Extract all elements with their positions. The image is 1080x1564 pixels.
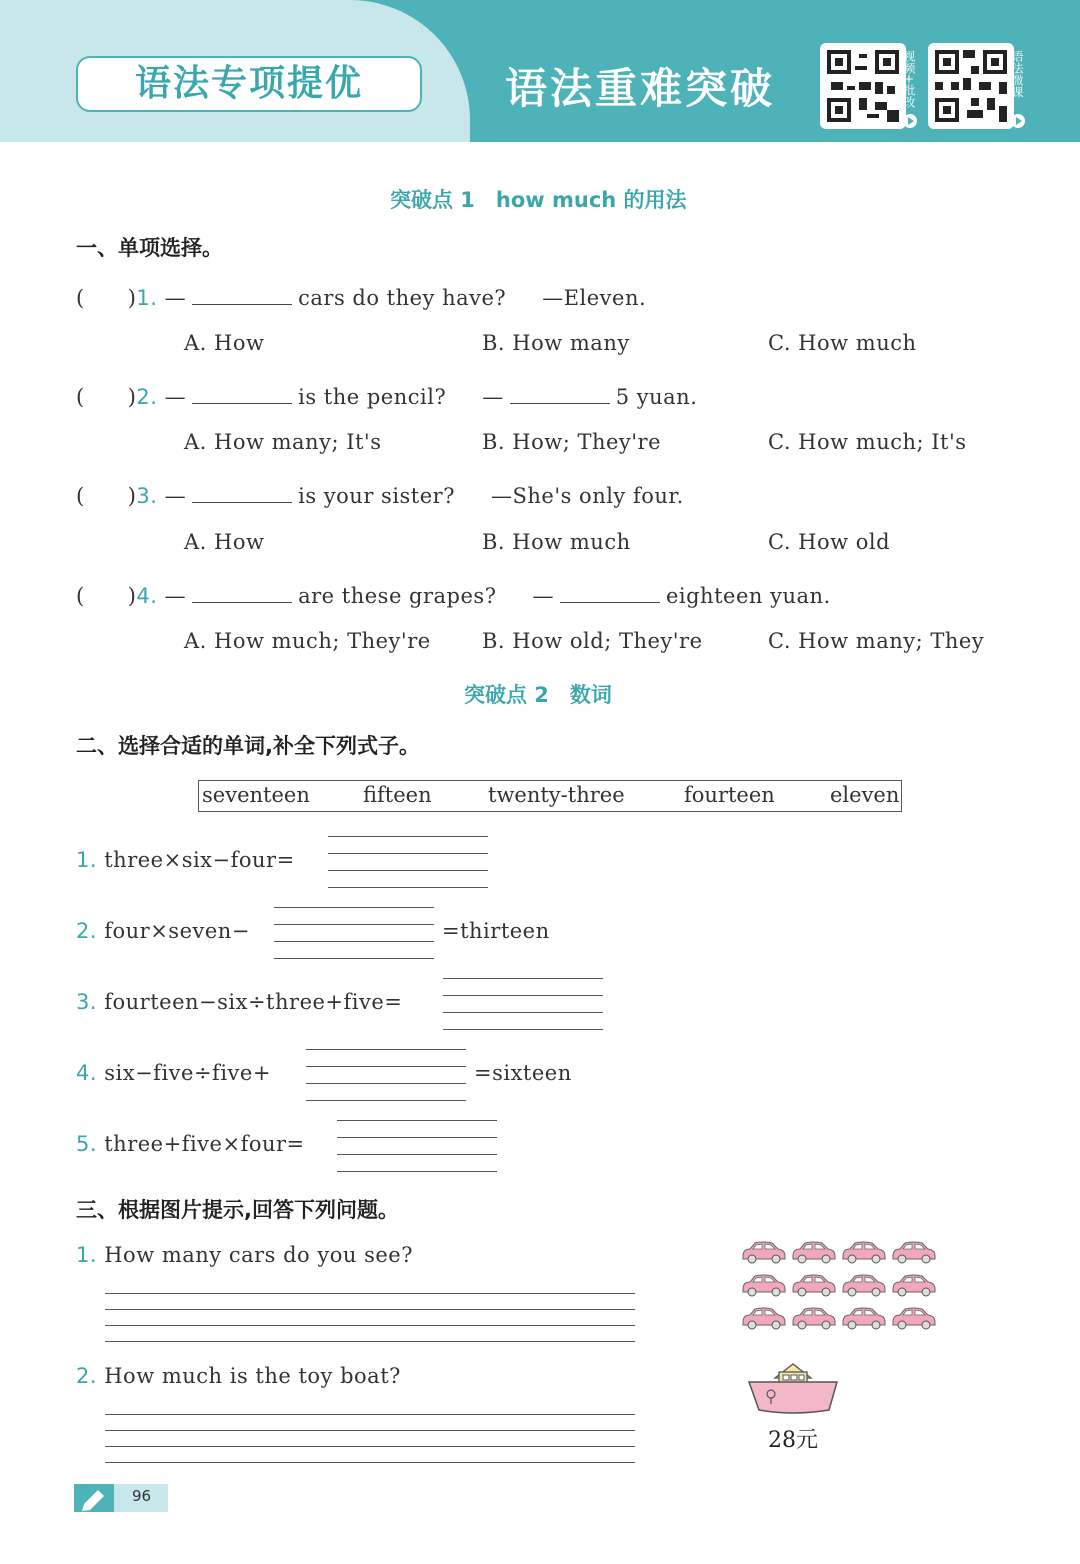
answer-paren[interactable]: ( ) bbox=[76, 286, 137, 310]
exercise-heading-2: 二、选择合适的单词,补全下列式子。 bbox=[76, 734, 420, 758]
qr-code-lesson[interactable] bbox=[928, 43, 1014, 129]
option-a[interactable]: A. How bbox=[184, 530, 265, 554]
fill-blank[interactable] bbox=[510, 385, 610, 404]
word-bank-item: fourteen bbox=[684, 783, 775, 807]
play-icon bbox=[1011, 114, 1025, 128]
question-number: 1. bbox=[136, 286, 158, 310]
answer-paren[interactable]: ( ) bbox=[76, 584, 137, 608]
writing-lines[interactable] bbox=[337, 1120, 497, 1172]
answer-line[interactable] bbox=[105, 1309, 635, 1310]
section-title-2: 突破点 2 数词 bbox=[464, 683, 612, 707]
equation-4-result: =sixteen bbox=[474, 1061, 572, 1085]
fill-blank[interactable] bbox=[192, 286, 292, 305]
fill-blank[interactable] bbox=[192, 484, 292, 503]
fill-blank[interactable] bbox=[560, 584, 660, 603]
qr-lesson-label: 语法微课 bbox=[1010, 50, 1024, 98]
question-3: ( )3. — is your sister? —She's only four. bbox=[76, 484, 684, 508]
toy-car-icon bbox=[790, 1304, 838, 1332]
cars-illustration bbox=[740, 1238, 944, 1336]
equation-3: 3. fourteen−six÷three+five= bbox=[76, 990, 403, 1014]
answer-line[interactable] bbox=[105, 1341, 635, 1342]
equation-4: 4. six−five÷five+ bbox=[76, 1061, 271, 1085]
option-b[interactable]: B. How old; They're bbox=[482, 629, 703, 653]
header-badge: 语法专项提优 bbox=[76, 56, 422, 112]
writing-lines[interactable] bbox=[274, 907, 434, 959]
toy-car-icon bbox=[890, 1238, 938, 1266]
word-bank-item: eleven bbox=[830, 783, 900, 807]
answer-line[interactable] bbox=[105, 1430, 635, 1431]
answer-paren[interactable]: ( ) bbox=[76, 385, 137, 409]
toy-car-icon bbox=[840, 1238, 888, 1266]
option-c[interactable]: C. How much bbox=[768, 331, 917, 355]
option-b[interactable]: B. How; They're bbox=[482, 430, 662, 454]
toy-car-icon bbox=[890, 1304, 938, 1332]
toy-car-icon bbox=[740, 1304, 788, 1332]
word-bank-item: fifteen bbox=[363, 783, 432, 807]
fill-blank[interactable] bbox=[192, 584, 292, 603]
exercise-heading-1: 一、单项选择。 bbox=[76, 236, 223, 260]
section-title-1: 突破点 1 how much 的用法 bbox=[390, 188, 687, 212]
answer-line[interactable] bbox=[105, 1446, 635, 1447]
question-1: ( )1. — cars do they have? —Eleven. bbox=[76, 286, 647, 310]
equation-5: 5. three+five×four= bbox=[76, 1132, 305, 1156]
question-2: ( )2. — is the pencil? — 5 yuan. bbox=[76, 385, 698, 409]
answer-line[interactable] bbox=[105, 1414, 635, 1415]
equation-1: 1. three×six−four= bbox=[76, 848, 295, 872]
question-4: ( )4. — are these grapes? — eighteen yuan. bbox=[76, 584, 831, 608]
toy-car-icon bbox=[790, 1271, 838, 1299]
toy-car-icon bbox=[790, 1238, 838, 1266]
toy-car-icon bbox=[890, 1271, 938, 1299]
boat-price: 28元 bbox=[768, 1428, 818, 1453]
word-bank-item: seventeen bbox=[202, 783, 310, 807]
qr-pattern-icon bbox=[931, 46, 1011, 126]
toy-boat-icon bbox=[745, 1360, 841, 1418]
toy-car-icon bbox=[840, 1271, 888, 1299]
qr-video-label: 视频+批改 bbox=[902, 50, 916, 109]
option-b[interactable]: B. How much bbox=[482, 530, 631, 554]
toy-car-icon bbox=[840, 1304, 888, 1332]
option-a[interactable]: A. How many; It's bbox=[184, 430, 382, 454]
question-boat: 2. How much is the toy boat? bbox=[76, 1364, 401, 1388]
answer-paren[interactable]: ( ) bbox=[76, 484, 137, 508]
equation-2-result: =thirteen bbox=[442, 919, 550, 943]
answer-line[interactable] bbox=[105, 1325, 635, 1326]
question-number: 3. bbox=[136, 484, 158, 508]
answer-line[interactable] bbox=[105, 1462, 635, 1463]
option-b[interactable]: B. How many bbox=[482, 331, 630, 355]
writing-lines[interactable] bbox=[306, 1049, 466, 1101]
toy-car-icon bbox=[740, 1271, 788, 1299]
option-a[interactable]: A. How much; They're bbox=[184, 629, 431, 653]
banner-title: 语法重难突破 bbox=[505, 64, 776, 113]
question-number: 2. bbox=[136, 385, 158, 409]
exercise-heading-3: 三、根据图片提示,回答下列问题。 bbox=[76, 1198, 399, 1222]
answer-line[interactable] bbox=[105, 1293, 635, 1294]
pencil-icon bbox=[74, 1484, 114, 1512]
qr-pattern-icon bbox=[823, 46, 903, 126]
writing-lines[interactable] bbox=[328, 836, 488, 888]
qr-code-video[interactable] bbox=[820, 43, 906, 129]
page-number: 96 bbox=[132, 1487, 152, 1505]
option-c[interactable]: C. How old bbox=[768, 530, 891, 554]
toy-car-icon bbox=[740, 1238, 788, 1266]
word-bank-item: twenty-three bbox=[488, 783, 625, 807]
option-a[interactable]: A. How bbox=[184, 331, 265, 355]
option-c[interactable]: C. How many; They bbox=[768, 629, 985, 653]
equation-2: 2. four×seven− bbox=[76, 919, 250, 943]
option-c[interactable]: C. How much; It's bbox=[768, 430, 967, 454]
question-cars: 1. How many cars do you see? bbox=[76, 1243, 413, 1267]
play-icon bbox=[903, 114, 917, 128]
fill-blank[interactable] bbox=[192, 385, 292, 404]
writing-lines[interactable] bbox=[443, 978, 603, 1030]
question-number: 4. bbox=[136, 584, 158, 608]
